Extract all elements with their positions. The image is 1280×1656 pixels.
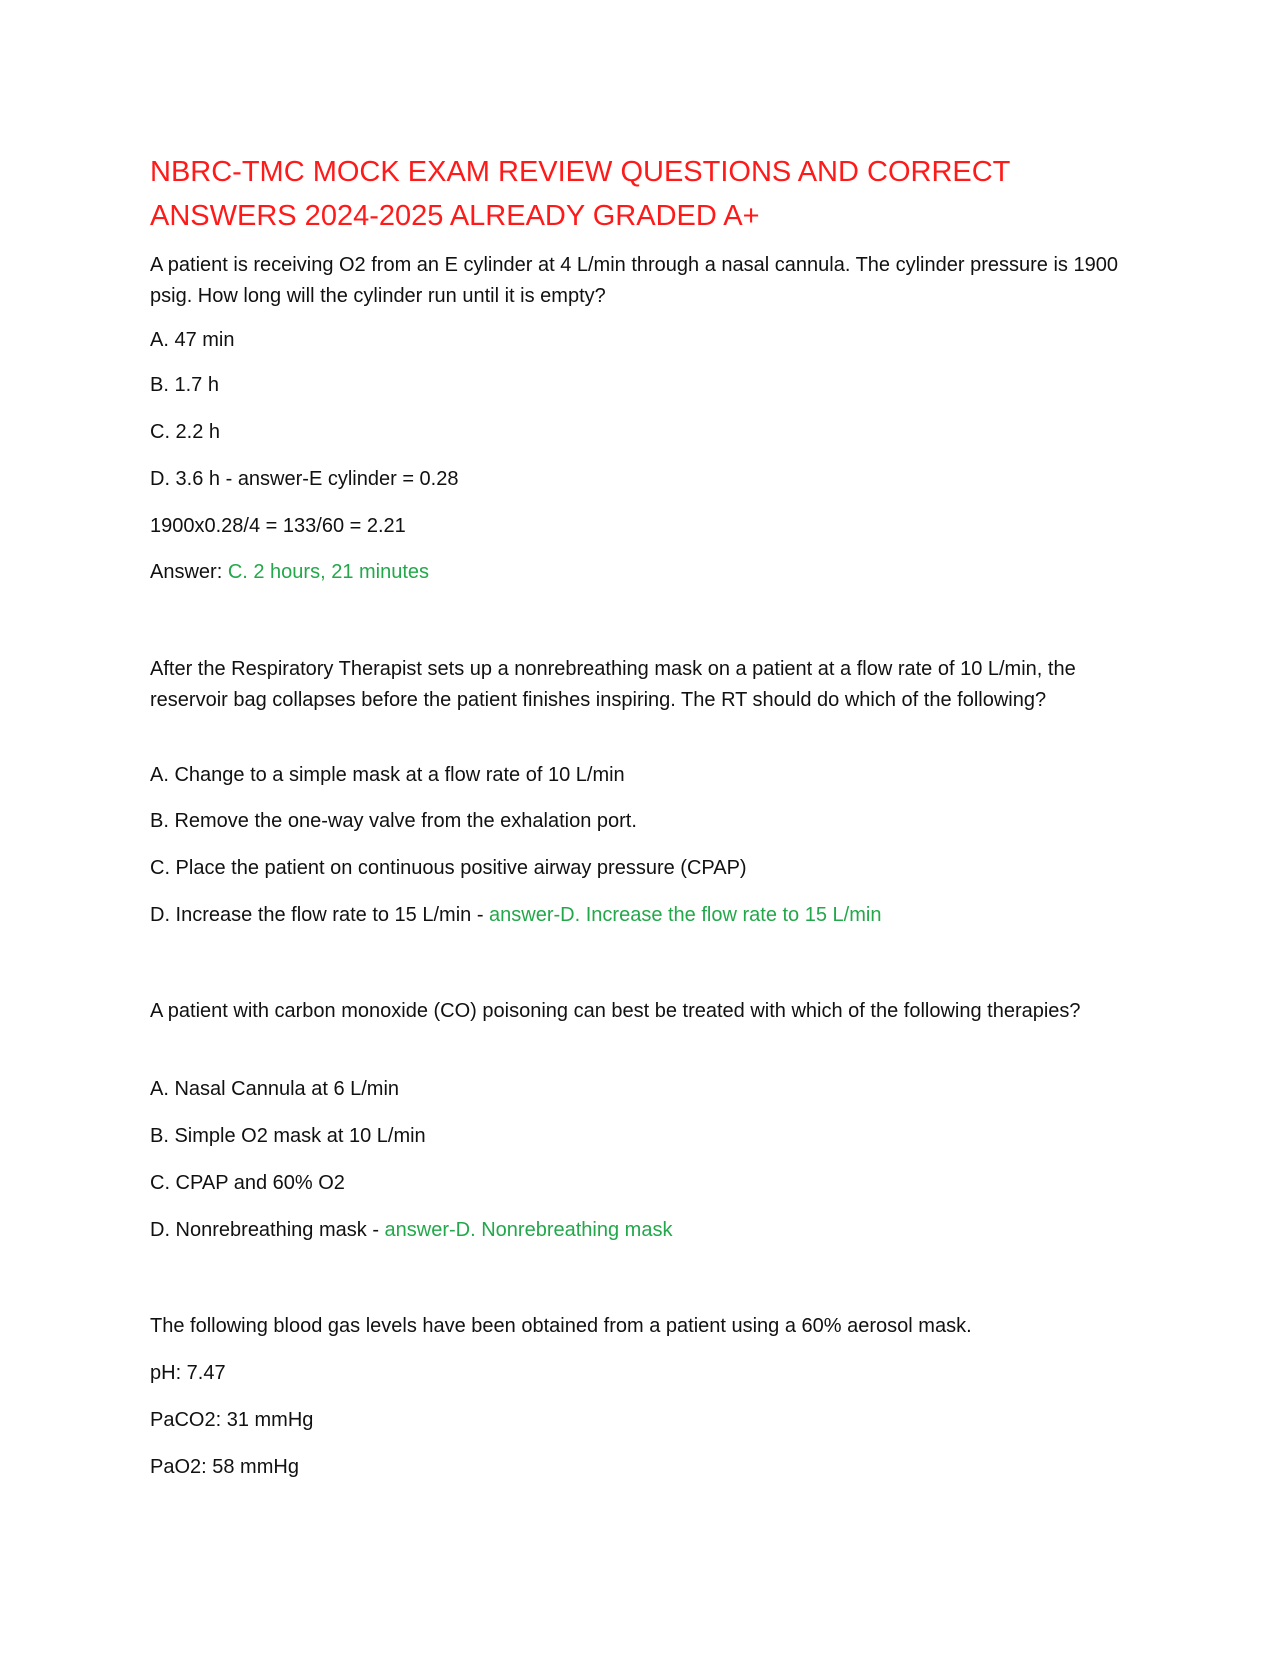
- answer-value: answer-D. Increase the flow rate to 15 L/min: [489, 904, 882, 926]
- question-2-text: After the Respiratory Therapist sets up a nonrebreathing mask on a patient at a flow rate of 10 L/min, the reservoir bag collapses before the patient finishes inspiring. The RT should do which of the following?: [150, 658, 1076, 711]
- answer-value: C. 2 hours, 21 minutes: [227, 561, 430, 583]
- question-1-option-d: D. 3.6 h - answer-E cylinder = 0.28: [150, 468, 459, 490]
- question-1-calculation: 1900x0.28/4 = 133/60 = 2.21: [150, 515, 406, 537]
- question-1-option-a: A. 47 min: [150, 329, 235, 351]
- question-3-option-a: A. Nasal Cannula at 6 L/min: [150, 1078, 400, 1100]
- question-2-option-c: C. Place the patient on continuous positive airway pressure (CPAP): [150, 857, 747, 879]
- blood-gas-ph: pH: 7.47: [150, 1362, 226, 1384]
- question-2-option-a: A. Change to a simple mask at a flow rate of 10 L/min: [150, 764, 625, 786]
- blood-gas-paco2: PaCO2: 31 mmHg: [150, 1409, 314, 1431]
- question-3-option-d: [150, 1215, 672, 1246]
- question-1-text: A patient is receiving O2 from an E cylinder at 4 L/min through a nasal cannula. The cylinder pressure is 1900 psig. How long will the cylinder run until it is empty?: [150, 254, 1118, 307]
- option-d-text: D. Increase the flow rate to 15 L/min -: [150, 904, 490, 926]
- question-4-text: The following blood gas levels have been obtained from a patient using a 60% aerosol mask.: [150, 1315, 972, 1337]
- question-2-option-b: B. Remove the one-way valve from the exhalation port.: [150, 810, 637, 832]
- answer-value: answer-D. Nonrebreathing mask: [384, 1219, 673, 1241]
- option-d-text: D. Nonrebreathing mask -: [150, 1219, 385, 1241]
- answer-label: Answer:: [150, 561, 228, 583]
- question-2-option-d: [150, 900, 881, 931]
- document-title: NBRC-TMC MOCK EXAM REVIEW QUESTIONS AND CORRECT ANSWERS 2024-2025 ALREADY GRADED A+: [150, 156, 1010, 232]
- blood-gas-pao2: PaO2: 58 mmHg: [150, 1456, 299, 1478]
- question-3-option-c: C. CPAP and 60% O2: [150, 1172, 345, 1194]
- question-3-text: A patient with carbon monoxide (CO) poisoning can best be treated with which of the following therapies?: [150, 1000, 1081, 1022]
- question-1-answer: [150, 557, 429, 588]
- question-1-option-b: B. 1.7 h: [150, 374, 219, 396]
- question-3-option-b: B. Simple O2 mask at 10 L/min: [150, 1125, 426, 1147]
- question-1-option-c: C. 2.2 h: [150, 421, 221, 443]
